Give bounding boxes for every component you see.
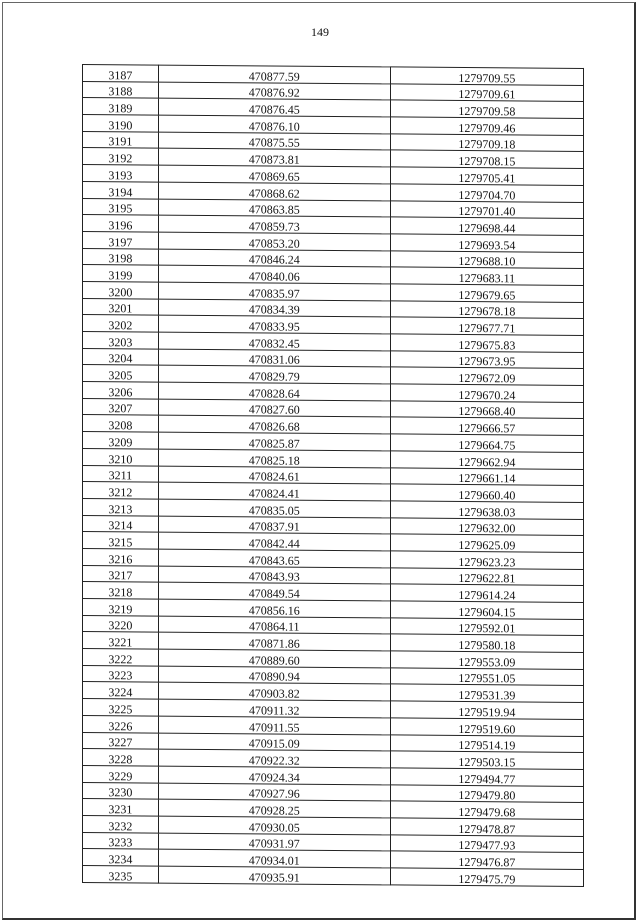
y-coordinate-cell: 1279705.41 <box>390 167 583 185</box>
y-coordinate-cell: 1279672.09 <box>390 367 583 385</box>
y-coordinate-cell: 1279662.94 <box>390 451 583 469</box>
point-number-cell: 3229 <box>83 765 159 782</box>
point-number-cell: 3214 <box>83 515 159 532</box>
y-coordinate-cell: 1279709.18 <box>390 134 583 152</box>
point-number-cell: 3191 <box>83 131 159 148</box>
point-number-cell: 3233 <box>83 832 159 849</box>
point-number-cell: 3215 <box>83 532 159 549</box>
x-coordinate-cell: 470928.25 <box>158 799 390 818</box>
y-coordinate-cell: 1279701.40 <box>390 200 583 218</box>
point-number-cell: 3226 <box>83 715 159 732</box>
x-coordinate-cell: 470915.09 <box>158 733 390 752</box>
y-coordinate-cell: 1279638.03 <box>390 501 583 519</box>
x-coordinate-cell: 470890.94 <box>158 666 390 685</box>
x-coordinate-cell: 470859.73 <box>158 215 390 234</box>
y-coordinate-cell: 1279683.11 <box>390 267 583 285</box>
point-number-cell: 3207 <box>83 398 159 415</box>
x-coordinate-cell: 470843.65 <box>158 549 390 568</box>
x-coordinate-cell: 470843.93 <box>158 566 390 585</box>
x-coordinate-cell: 470863.85 <box>158 199 390 218</box>
point-number-cell: 3192 <box>83 148 159 165</box>
coordinates-table-body <box>83 65 584 887</box>
x-coordinate-cell: 470934.01 <box>158 849 390 868</box>
point-number-cell: 3197 <box>83 231 159 248</box>
x-coordinate-cell: 470868.62 <box>158 182 390 201</box>
point-number-cell: 3202 <box>83 315 159 332</box>
x-coordinate-cell: 470924.34 <box>158 766 390 785</box>
y-coordinate-cell: 1279475.79 <box>390 868 583 886</box>
point-number-cell: 3196 <box>83 215 159 232</box>
y-coordinate-cell: 1279494.77 <box>390 768 583 786</box>
y-coordinate-cell: 1279708.15 <box>390 150 583 168</box>
point-number-cell: 3200 <box>83 281 159 298</box>
point-number-cell: 3223 <box>83 665 159 682</box>
x-coordinate-cell: 470835.05 <box>158 499 390 518</box>
y-coordinate-cell: 1279622.81 <box>390 568 583 586</box>
x-coordinate-cell: 470889.60 <box>158 649 390 668</box>
x-coordinate-cell: 470873.81 <box>158 149 390 168</box>
point-number-cell: 3201 <box>83 298 159 315</box>
x-coordinate-cell: 470871.86 <box>158 632 390 651</box>
y-coordinate-cell: 1279675.83 <box>390 334 583 352</box>
y-coordinate-cell: 1279551.05 <box>390 668 583 686</box>
y-coordinate-cell: 1279693.54 <box>390 234 583 252</box>
x-coordinate-cell: 470833.95 <box>158 315 390 334</box>
x-coordinate-cell: 470876.45 <box>158 98 390 117</box>
y-coordinate-cell: 1279553.09 <box>390 651 583 669</box>
point-number-cell: 3208 <box>83 415 159 432</box>
point-number-cell: 3198 <box>83 248 159 265</box>
x-coordinate-cell: 470824.61 <box>158 466 390 485</box>
x-coordinate-cell: 470875.55 <box>158 132 390 151</box>
y-coordinate-cell: 1279677.71 <box>390 317 583 335</box>
point-number-cell: 3231 <box>83 799 159 816</box>
point-number-cell: 3221 <box>83 632 159 649</box>
point-number-cell: 3209 <box>83 432 159 449</box>
y-coordinate-cell: 1279668.40 <box>390 401 583 419</box>
point-number-cell: 3194 <box>83 181 159 198</box>
y-coordinate-cell: 1279661.14 <box>390 467 583 485</box>
x-coordinate-cell: 470827.60 <box>158 399 390 418</box>
y-coordinate-cell: 1279477.93 <box>390 835 583 853</box>
x-coordinate-cell: 470849.54 <box>158 582 390 601</box>
y-coordinate-cell: 1279664.75 <box>390 434 583 452</box>
point-number-cell: 3219 <box>83 599 159 616</box>
point-number-cell: 3212 <box>83 482 159 499</box>
x-coordinate-cell: 470869.65 <box>158 165 390 184</box>
y-coordinate-cell: 1279666.57 <box>390 417 583 435</box>
point-number-cell: 3204 <box>83 348 159 365</box>
point-number-cell: 3195 <box>83 198 159 215</box>
point-number-cell: 3228 <box>83 749 159 766</box>
x-coordinate-cell: 470856.16 <box>158 599 390 618</box>
point-number-cell: 3189 <box>83 98 159 115</box>
y-coordinate-cell: 1279660.40 <box>390 484 583 502</box>
x-coordinate-cell: 470930.05 <box>158 816 390 835</box>
y-coordinate-cell: 1279479.68 <box>390 801 583 819</box>
x-coordinate-cell: 470826.68 <box>158 416 390 435</box>
y-coordinate-cell: 1279698.44 <box>390 217 583 235</box>
y-coordinate-cell: 1279514.19 <box>390 734 583 752</box>
y-coordinate-cell: 1279531.39 <box>390 684 583 702</box>
point-number-cell: 3227 <box>83 732 159 749</box>
point-number-cell: 3190 <box>83 115 159 132</box>
coordinates-table <box>82 64 584 887</box>
y-coordinate-cell: 1279623.23 <box>390 551 583 569</box>
y-coordinate-cell: 1279678.18 <box>390 301 583 319</box>
x-coordinate-cell: 470876.92 <box>158 82 390 101</box>
y-coordinate-cell: 1279519.60 <box>390 718 583 736</box>
point-number-cell: 3217 <box>83 565 159 582</box>
point-number-cell: 3222 <box>83 649 159 666</box>
x-coordinate-cell: 470903.82 <box>158 683 390 702</box>
point-number-cell: 3205 <box>83 365 159 382</box>
point-number-cell: 3206 <box>83 382 159 399</box>
x-coordinate-cell: 470846.24 <box>158 249 390 268</box>
y-coordinate-cell: 1279614.24 <box>390 584 583 602</box>
point-number-cell: 3199 <box>83 265 159 282</box>
y-coordinate-cell: 1279592.01 <box>390 618 583 636</box>
point-number-cell: 3220 <box>83 615 159 632</box>
y-coordinate-cell: 1279476.87 <box>390 851 583 869</box>
y-coordinate-cell: 1279679.65 <box>390 284 583 302</box>
page-number: 149 <box>311 25 329 39</box>
y-coordinate-cell: 1279478.87 <box>390 818 583 836</box>
point-number-cell: 3213 <box>83 498 159 515</box>
x-coordinate-cell: 470927.96 <box>158 783 390 802</box>
point-number-cell: 3203 <box>83 332 159 349</box>
y-coordinate-cell: 1279580.18 <box>390 634 583 652</box>
x-coordinate-cell: 470824.41 <box>158 482 390 501</box>
y-coordinate-cell: 1279625.09 <box>390 534 583 552</box>
point-number-cell: 3187 <box>83 65 159 82</box>
y-coordinate-cell: 1279519.94 <box>390 701 583 719</box>
point-number-cell: 3225 <box>83 699 159 716</box>
x-coordinate-cell: 470825.87 <box>158 432 390 451</box>
x-coordinate-cell: 470825.18 <box>158 449 390 468</box>
point-number-cell: 3230 <box>83 782 159 799</box>
x-coordinate-cell: 470935.91 <box>158 866 390 885</box>
point-number-cell: 3234 <box>83 849 159 866</box>
x-coordinate-cell: 470931.97 <box>158 833 390 852</box>
y-coordinate-cell: 1279709.58 <box>390 100 583 118</box>
x-coordinate-cell: 470911.32 <box>158 699 390 718</box>
x-coordinate-cell: 470840.06 <box>158 265 390 284</box>
y-coordinate-cell: 1279688.10 <box>390 250 583 268</box>
point-number-cell: 3193 <box>83 165 159 182</box>
x-coordinate-cell: 470835.97 <box>158 282 390 301</box>
x-coordinate-cell: 470922.32 <box>158 749 390 768</box>
y-coordinate-cell: 1279709.46 <box>390 117 583 135</box>
y-coordinate-cell: 1279670.24 <box>390 384 583 402</box>
point-number-cell: 3235 <box>83 866 159 883</box>
point-number-cell: 3211 <box>83 465 159 482</box>
y-coordinate-cell: 1279604.15 <box>390 601 583 619</box>
y-coordinate-cell: 1279479.80 <box>390 784 583 802</box>
x-coordinate-cell: 470877.59 <box>158 65 390 84</box>
x-coordinate-cell: 470864.11 <box>158 616 390 635</box>
x-coordinate-cell: 470828.64 <box>158 382 390 401</box>
point-number-cell: 3210 <box>83 448 159 465</box>
x-coordinate-cell: 470853.20 <box>158 232 390 251</box>
x-coordinate-cell: 470831.06 <box>158 349 390 368</box>
x-coordinate-cell: 470837.91 <box>158 516 390 535</box>
y-coordinate-cell: 1279503.15 <box>390 751 583 769</box>
y-coordinate-cell: 1279704.70 <box>390 184 583 202</box>
point-number-cell: 3188 <box>83 81 159 98</box>
y-coordinate-cell: 1279709.55 <box>390 67 583 85</box>
x-coordinate-cell: 470832.45 <box>158 332 390 351</box>
point-number-cell: 3218 <box>83 582 159 599</box>
x-coordinate-cell: 470876.10 <box>158 115 390 134</box>
y-coordinate-cell: 1279673.95 <box>390 351 583 369</box>
point-number-cell: 3232 <box>83 815 159 832</box>
y-coordinate-cell: 1279709.61 <box>390 84 583 102</box>
x-coordinate-cell: 470829.79 <box>158 365 390 384</box>
x-coordinate-cell: 470842.44 <box>158 532 390 551</box>
y-coordinate-cell: 1279632.00 <box>390 517 583 535</box>
x-coordinate-cell: 470911.55 <box>158 716 390 735</box>
point-number-cell: 3224 <box>83 682 159 699</box>
x-coordinate-cell: 470834.39 <box>158 299 390 318</box>
point-number-cell: 3216 <box>83 548 159 565</box>
